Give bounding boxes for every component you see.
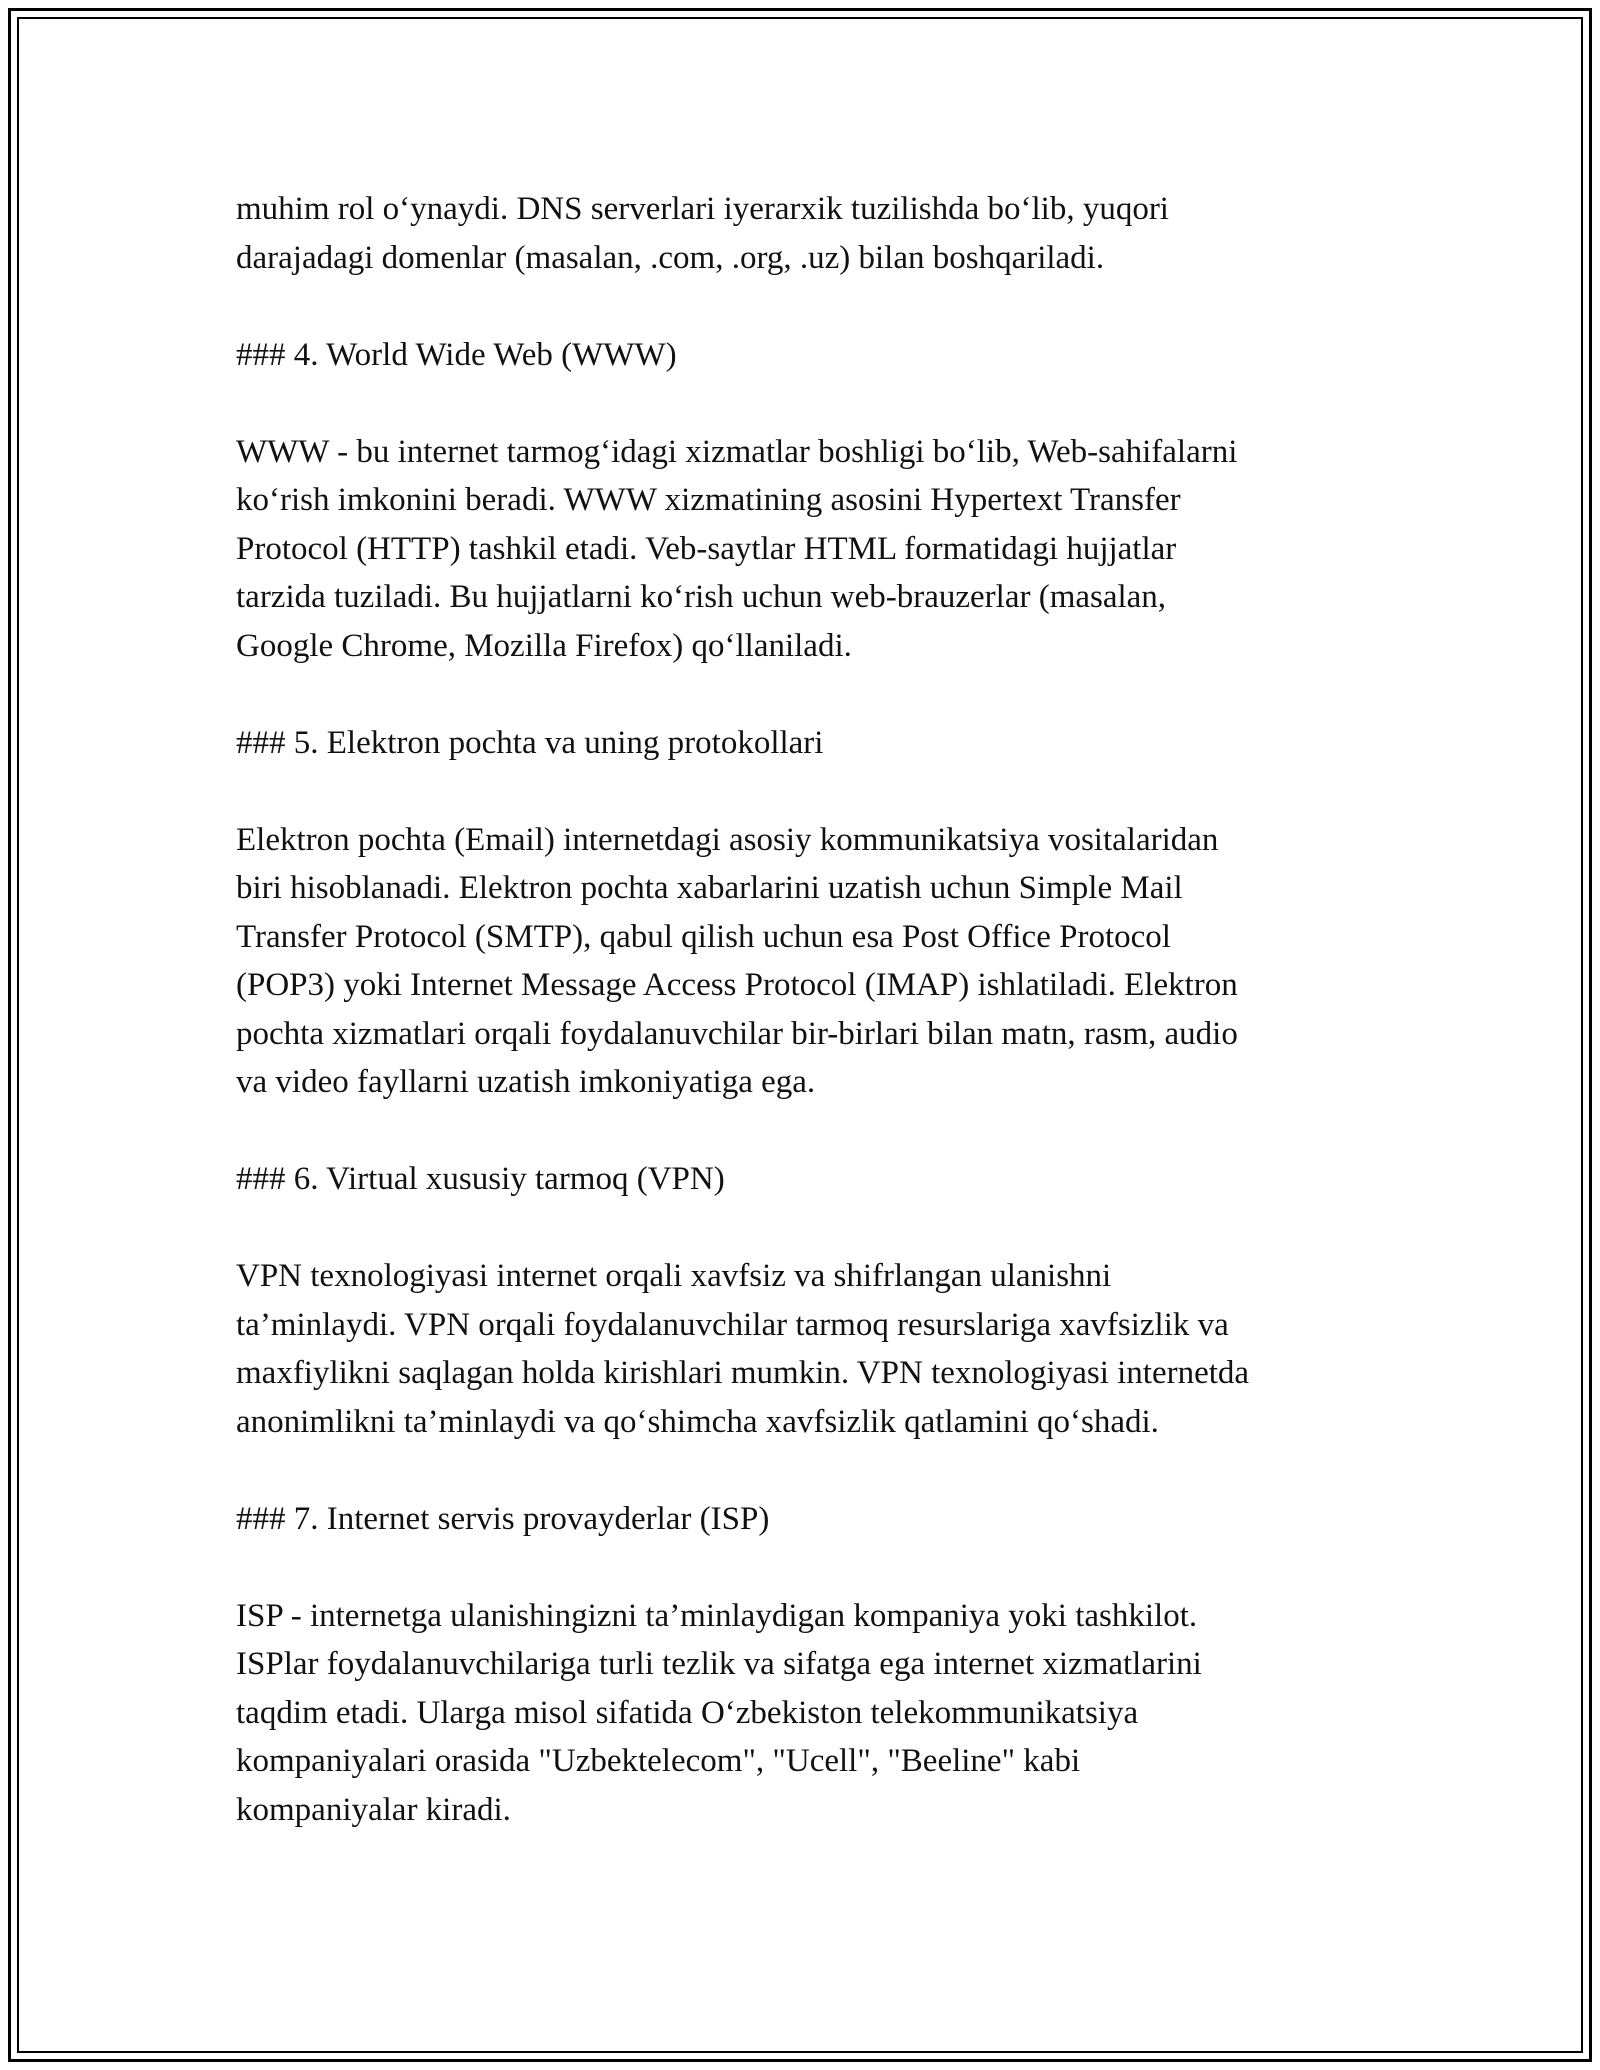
heading-vpn: ### 6. Virtual xususiy tarmoq (VPN) bbox=[236, 1161, 725, 1197]
document-body bbox=[236, 185, 1386, 1883]
heading-isp: ### 7. Internet servis provayderlar (ISP) bbox=[236, 1500, 770, 1537]
heading-world-wide-web: ### 4. World Wide Web (WWW) bbox=[236, 336, 677, 373]
paragraph-dns-continued: muhim rol o‘ynaydi. DNS serverlari iyerarxik tuzilishda bo‘lib, yuqori darajadagi domenlar (masalan, .com, .org, .uz) bilan boshqariladi. bbox=[236, 191, 1169, 276]
paragraph-email: Elektron pochta (Email) internetdagi asosiy kommunikatsiya vositalaridan biri hisoblanadi. Elektron pochta xabarlarini uzatish uchun Simple Mail Transfer Protocol (SMTP), qabul qilish uchun esa Post Office Protocol (POP3) yoki Internet Message Access Protocol (IMAP) ishlatiladi. Elektron pochta xizmatlari orqali foydalanuvchilar bir-birlari bilan matn, rasm, audio va video fayllarni uzatish imkoniyatiga ega. bbox=[236, 821, 1238, 1100]
paragraph-www: WWW - bu internet tarmog‘idagi xizmatlar boshligi bo‘lib, Web-sahifalarni ko‘rish imkonini beradi. WWW xizmatining asosini Hypertext Transfer Protocol (HTTP) tashkil etadi. Veb-saytlar HTML formatidagi hujjatlar tarzida tuziladi. Bu hujjatlarni ko‘rish uchun web-brauzerlar (masalan, Google Chrome, Mozilla Firefox) qo‘llaniladi. bbox=[236, 433, 1238, 664]
heading-email-protocols: ### 5. Elektron pochta va uning protokollari bbox=[236, 724, 824, 761]
paragraph-vpn: VPN texnologiyasi internet orqali xavfsiz va shifrlangan ulanishni ta’minlaydi. VPN orqali foydalanuvchilar tarmoq resurslariga xavfsizlik va maxfiylikni saqlagan holda kirishlari mumkin. VPN texnologiyasi internetda anonimlikni ta’minlaydi va qo‘shimcha xavfsizlik qatlamini qo‘shadi. bbox=[236, 1258, 1250, 1440]
paragraph-isp: ISP - internetga ulanishingizni ta’minlaydigan kompaniya yoki tashkilot. ISPlar foydalanuvchilariga turli tezlik va sifatga ega internet xizmatlarini taqdim etadi. Ularga misol sifatida O‘zbekiston telekommunikatsiya kompaniyalari orasida "Uzbektelecom", "Ucell", "Beeline" kabi kompaniyalar kiradi. bbox=[236, 1597, 1202, 1828]
